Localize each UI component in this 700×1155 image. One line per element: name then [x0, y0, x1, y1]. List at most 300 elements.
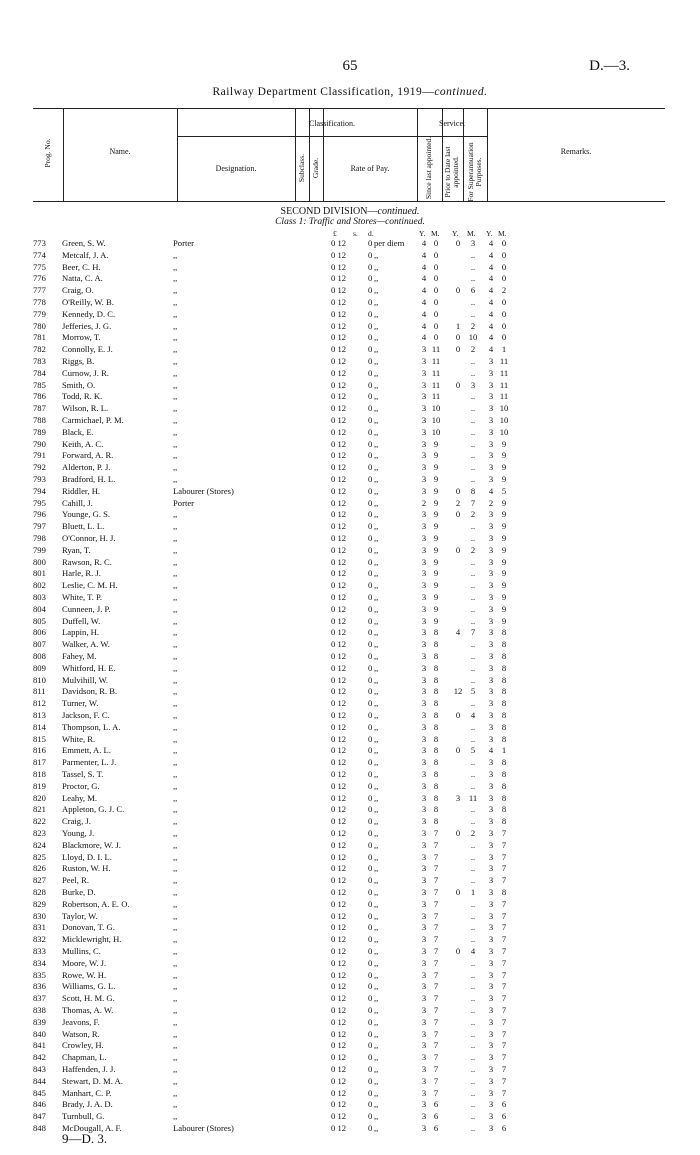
table-row — [0, 794, 700, 804]
table-row — [0, 1089, 700, 1099]
since-years: 3 — [421, 851, 427, 862]
prior-years: 0 — [455, 238, 461, 248]
pay-period: ,, — [374, 261, 379, 272]
pay-pence: 0 — [368, 922, 373, 933]
designation: ,, — [173, 911, 178, 921]
since-months: 9 — [433, 544, 439, 555]
employee-name: Metcalf, J. A. — [62, 250, 109, 260]
prog-number: 809 — [33, 662, 46, 673]
prior-months: .. — [470, 261, 476, 272]
since-years: 3 — [421, 615, 427, 626]
pay-pounds-shillings: 0 12 — [331, 603, 347, 614]
prior-months: .. — [470, 450, 476, 461]
pay-period: ,, — [374, 1028, 379, 1039]
prog-number: 837 — [33, 993, 46, 1004]
pay-pounds-shillings: 0 12 — [331, 509, 347, 520]
super-years: 3 — [488, 603, 494, 614]
super-years: 4 — [488, 261, 494, 272]
pay-pence: 0 — [368, 1052, 373, 1063]
since-years: 3 — [421, 403, 427, 414]
designation: ,, — [173, 581, 178, 591]
since-months: 9 — [433, 568, 439, 579]
division-label: SECOND DIVISION— — [280, 206, 378, 217]
super-years: 3 — [488, 662, 494, 673]
prior-months: .. — [470, 533, 476, 543]
pay-pounds-shillings: 0 12 — [331, 462, 347, 473]
table-row — [0, 876, 700, 886]
designation: ,, — [173, 675, 178, 685]
since-months: 9 — [433, 521, 439, 532]
pay-pence: 0 — [368, 851, 373, 862]
employee-name: Connolly, E. J. — [62, 345, 113, 355]
table-row — [0, 569, 700, 579]
super-years: 3 — [488, 887, 494, 897]
since-years: 3 — [421, 1123, 427, 1133]
since-months: 8 — [433, 674, 439, 685]
prior-years: 0 — [455, 509, 461, 520]
prog-number: 787 — [33, 403, 46, 414]
pay-pounds-shillings: 0 12 — [331, 627, 347, 638]
pay-period: ,, — [374, 627, 379, 638]
since-years: 3 — [421, 757, 427, 768]
since-years: 3 — [421, 639, 427, 650]
employee-name: Riddler, H. — [62, 486, 101, 496]
employee-name: Wilson, R. L. — [62, 404, 109, 414]
since-years: 3 — [421, 780, 427, 791]
prior-months: .. — [470, 1064, 476, 1074]
remarks-heading: Remarks. — [560, 147, 592, 156]
table-row — [0, 581, 700, 591]
prior-months: .. — [470, 1075, 476, 1086]
super-months: 9 — [501, 568, 507, 579]
prior-months: .. — [470, 733, 476, 744]
employee-name: Proctor, G. — [62, 781, 100, 791]
pay-pence: 0 — [368, 733, 373, 744]
table-row — [0, 463, 700, 473]
employee-name: Jeavons, F. — [62, 1017, 100, 1027]
prog-number: 777 — [33, 285, 46, 296]
pay-pence: 0 — [368, 910, 373, 921]
super-months: 1 — [501, 344, 507, 355]
since-years: 3 — [421, 898, 427, 909]
pay-pence: 0 — [368, 686, 373, 697]
since-years: 3 — [421, 1087, 427, 1098]
table-row — [0, 440, 700, 450]
since-months: 9 — [433, 450, 439, 461]
super-months: 8 — [501, 686, 507, 697]
prog-number: 838 — [33, 1005, 46, 1015]
pay-pounds-shillings: 0 12 — [331, 651, 347, 661]
pay-pence: 0 — [368, 249, 373, 260]
super-years: 3 — [488, 379, 494, 390]
designation: ,, — [173, 746, 178, 756]
super-months: 8 — [501, 780, 507, 791]
super-months: 9 — [501, 533, 507, 543]
pay-pence: 0 — [368, 497, 373, 508]
since-last-heading: Since last appointed. — [424, 136, 433, 200]
grade-heading: Grade. — [311, 157, 320, 179]
super-months: 6 — [501, 1123, 507, 1133]
super-months: 9 — [501, 615, 507, 626]
super-months: 11 — [499, 367, 509, 378]
prior-months: .. — [470, 367, 476, 378]
designation: ,, — [173, 805, 178, 815]
pay-pounds-shillings: 0 12 — [331, 887, 347, 897]
employee-name: Lloyd, D. I. L. — [62, 852, 112, 862]
super-years: 3 — [488, 804, 494, 815]
prior-months: .. — [470, 273, 476, 284]
since-months: 8 — [433, 721, 439, 732]
pay-pounds-shillings: 0 12 — [331, 521, 347, 532]
since-months: 7 — [433, 875, 439, 886]
table-row — [0, 239, 700, 249]
since-months: 7 — [433, 1005, 439, 1015]
designation: Porter — [173, 498, 195, 508]
prior-months: .. — [470, 403, 476, 414]
pay-pence: 0 — [368, 946, 373, 956]
prior-months: .. — [470, 521, 476, 532]
since-years: 3 — [421, 922, 427, 933]
employee-name: Blackmore, W. J. — [62, 840, 121, 850]
pay-period: ,, — [374, 769, 379, 779]
prog-number: 839 — [33, 1016, 46, 1027]
since-years: 3 — [421, 379, 427, 390]
pay-pounds-shillings: 0 12 — [331, 721, 347, 732]
prog-number: 784 — [33, 367, 46, 378]
since-years: 3 — [421, 344, 427, 355]
pay-pence: 0 — [368, 1028, 373, 1039]
prior-months: .. — [470, 816, 476, 827]
prog-number: 789 — [33, 426, 46, 437]
pay-period: ,, — [374, 780, 379, 791]
pay-period: ,, — [374, 533, 379, 543]
super-months: 0 — [501, 297, 507, 307]
employee-name: Turner, W. — [62, 699, 99, 709]
prog-no-heading: Prog. No. — [43, 138, 52, 168]
pay-period: ,, — [374, 568, 379, 579]
pay-pence: 0 — [368, 344, 373, 355]
prog-number: 817 — [33, 757, 46, 768]
pay-pounds-shillings: 0 12 — [331, 320, 347, 331]
table-header — [33, 108, 665, 202]
prior-years: 0 — [455, 887, 461, 897]
table-row — [0, 510, 700, 520]
designation: ,, — [173, 687, 178, 697]
super-months: 7 — [501, 828, 507, 838]
super-years: 3 — [488, 1064, 494, 1074]
table-row — [0, 994, 700, 1004]
designation: ,, — [173, 416, 178, 425]
pay-pounds-shillings: 0 12 — [331, 1016, 347, 1027]
super-months: 8 — [501, 662, 507, 673]
prior-years: 0 — [455, 485, 461, 496]
employee-name: Green, S. W. — [62, 239, 106, 248]
employee-name: Morrow, T. — [62, 333, 101, 343]
title-continued: continued. — [434, 86, 488, 98]
prog-number: 781 — [33, 332, 46, 343]
super-years: 3 — [488, 898, 494, 909]
prior-months: .. — [470, 297, 476, 307]
pay-pence: 0 — [368, 580, 373, 591]
super-years: 3 — [488, 1099, 494, 1110]
super-months: 8 — [501, 698, 507, 709]
since-months: 8 — [433, 769, 439, 779]
pay-period: ,, — [374, 544, 379, 555]
employee-name: White, T. P. — [62, 593, 103, 602]
pay-pounds-shillings: 0 12 — [331, 898, 347, 909]
since-months: 9 — [433, 592, 439, 602]
designation: ,, — [173, 770, 178, 779]
since-years: 3 — [421, 721, 427, 732]
pay-pence: 0 — [368, 674, 373, 685]
designation: ,, — [173, 758, 178, 768]
super-months: 9 — [501, 592, 507, 602]
pay-pence: 0 — [368, 1111, 373, 1122]
pay-pounds-shillings: 0 12 — [331, 863, 347, 874]
pay-period: ,, — [374, 603, 379, 614]
table-row — [0, 735, 700, 745]
pay-pence: 0 — [368, 757, 373, 768]
since-years: 4 — [421, 285, 427, 296]
since-months: 7 — [433, 898, 439, 909]
pay-pence: 0 — [368, 816, 373, 827]
prog-number: 807 — [33, 639, 46, 650]
pay-pounds-shillings: 0 12 — [331, 1075, 347, 1086]
pay-pence: 0 — [368, 297, 373, 307]
super-months: 7 — [501, 910, 507, 921]
prog-number: 832 — [33, 934, 46, 945]
pay-pence: 0 — [368, 356, 373, 366]
table-row — [0, 617, 700, 627]
since-years: 3 — [421, 556, 427, 567]
pay-period: ,, — [374, 285, 379, 296]
super-years: 3 — [488, 639, 494, 650]
since-months: 9 — [433, 462, 439, 473]
super-years: 3 — [488, 863, 494, 874]
pay-period: ,, — [374, 804, 379, 815]
pay-pence: 0 — [368, 379, 373, 390]
years-unit: Y. — [452, 229, 459, 238]
prog-number: 775 — [33, 261, 46, 272]
designation: ,, — [173, 1053, 178, 1063]
pay-pounds-shillings: 0 12 — [331, 308, 347, 319]
pay-pounds-shillings: 0 12 — [331, 1123, 347, 1133]
pay-pence: 0 — [368, 568, 373, 579]
since-months: 9 — [433, 580, 439, 591]
super-years: 3 — [488, 521, 494, 532]
super-months: 9 — [501, 580, 507, 591]
since-months: 7 — [433, 863, 439, 874]
prog-number: 785 — [33, 379, 46, 390]
employee-name: Riggs, B. — [62, 357, 95, 366]
prior-months: 2 — [470, 544, 476, 555]
prior-months: 4 — [470, 946, 476, 956]
super-years: 3 — [488, 568, 494, 579]
pay-pounds-shillings: 0 12 — [331, 816, 347, 827]
pay-pence: 0 — [368, 887, 373, 897]
employee-name: Jackson, F. C. — [62, 711, 110, 720]
pay-pence: 0 — [368, 485, 373, 496]
designation: ,, — [173, 734, 178, 744]
pay-period: ,, — [374, 1075, 379, 1086]
pay-pence: 0 — [368, 592, 373, 602]
super-months: 7 — [501, 839, 507, 850]
prog-number: 806 — [33, 627, 46, 638]
since-years: 3 — [421, 509, 427, 520]
since-months: 0 — [433, 273, 439, 284]
table-row — [0, 711, 700, 721]
prog-number: 811 — [33, 686, 46, 697]
months-unit: M. — [498, 229, 507, 238]
prog-number: 805 — [33, 615, 46, 626]
super-years: 3 — [488, 403, 494, 414]
prior-months: .. — [470, 426, 476, 437]
since-months: 10 — [431, 426, 441, 437]
pay-pounds-shillings: 0 12 — [331, 438, 347, 449]
super-years: 3 — [488, 1040, 494, 1051]
prog-number: 814 — [33, 721, 46, 732]
super-months: 7 — [501, 1052, 507, 1063]
prior-months: .. — [470, 1111, 476, 1122]
super-years: 3 — [488, 922, 494, 933]
designation: ,, — [173, 309, 178, 319]
super-months: 0 — [501, 261, 507, 272]
prior-months: 7 — [470, 497, 476, 508]
since-years: 3 — [421, 792, 427, 803]
years-unit: Y. — [486, 229, 493, 238]
prior-months: .. — [470, 474, 476, 484]
super-years: 3 — [488, 1016, 494, 1027]
employee-name: Brady, J. A. D. — [62, 1100, 113, 1110]
since-years: 3 — [421, 391, 427, 402]
pay-period: ,, — [374, 1005, 379, 1015]
super-months: 7 — [501, 898, 507, 909]
pay-pounds-shillings: 0 12 — [331, 1099, 347, 1110]
pay-period: ,, — [374, 438, 379, 449]
since-months: 9 — [433, 533, 439, 543]
super-months: 8 — [501, 816, 507, 827]
prog-number: 798 — [33, 533, 46, 543]
designation: ,, — [173, 722, 178, 732]
super-months: 7 — [501, 969, 507, 980]
pay-period: ,, — [374, 686, 379, 697]
since-years: 3 — [421, 993, 427, 1004]
pay-period: ,, — [374, 757, 379, 768]
prior-years: 0 — [455, 745, 461, 756]
pay-pounds-shillings: 0 12 — [331, 533, 347, 543]
prior-months: .. — [470, 851, 476, 862]
prior-years: 0 — [455, 285, 461, 296]
since-years: 3 — [421, 533, 427, 543]
table-row — [0, 357, 700, 367]
since-years: 3 — [421, 1075, 427, 1086]
prior-months: .. — [470, 249, 476, 260]
prior-months: .. — [470, 993, 476, 1004]
since-years: 3 — [421, 875, 427, 886]
prog-number: 779 — [33, 308, 46, 319]
super-months: 11 — [499, 379, 509, 390]
pay-pounds-shillings: 0 12 — [331, 261, 347, 272]
prior-months: .. — [470, 1052, 476, 1063]
employee-name: Turnbull, G. — [62, 1112, 105, 1122]
table-row — [0, 392, 700, 402]
table-row — [0, 1030, 700, 1040]
prog-number: 827 — [33, 875, 46, 886]
table-row — [0, 947, 700, 957]
super-years: 3 — [488, 615, 494, 626]
since-years: 3 — [421, 426, 427, 437]
prior-months: 6 — [470, 285, 476, 296]
since-years: 3 — [421, 603, 427, 614]
prior-months: 2 — [470, 509, 476, 520]
pay-period: ,, — [374, 450, 379, 461]
table-row — [0, 322, 700, 332]
super-years: 3 — [488, 627, 494, 638]
since-years: 3 — [421, 662, 427, 673]
pay-pounds-shillings: 0 12 — [331, 403, 347, 414]
super-months: 7 — [501, 1016, 507, 1027]
prior-years: 3 — [455, 792, 461, 803]
prog-number: 803 — [33, 592, 46, 602]
employee-name: Thompson, L. A. — [62, 722, 121, 732]
designation: ,, — [173, 640, 178, 650]
pay-pounds-shillings: 0 12 — [331, 710, 347, 720]
pay-pence: 0 — [368, 1040, 373, 1051]
pay-pounds-shillings: 0 12 — [331, 1087, 347, 1098]
since-months: 7 — [433, 1087, 439, 1098]
employee-name: Appleton, G. J. C. — [62, 805, 125, 815]
pay-pounds-shillings: 0 12 — [331, 946, 347, 956]
table-row — [0, 829, 700, 839]
super-months: 7 — [501, 1064, 507, 1074]
prior-months: .. — [470, 674, 476, 685]
since-months: 11 — [431, 367, 441, 378]
prior-heading: Prior to Date last appointed. — [443, 146, 460, 198]
table-row — [0, 1065, 700, 1075]
pay-pence: 0 — [368, 1075, 373, 1086]
prior-years: 0 — [455, 710, 461, 720]
since-months: 7 — [433, 887, 439, 897]
designation: ,, — [173, 793, 178, 803]
prior-months: .. — [470, 1087, 476, 1098]
prog-number: 816 — [33, 745, 46, 756]
since-months: 8 — [433, 698, 439, 709]
super-years: 4 — [488, 238, 494, 248]
employee-name: Bradford, H. L. — [62, 475, 116, 484]
pay-pence: 0 — [368, 639, 373, 650]
employee-name: Leahy, M. — [62, 793, 97, 803]
pay-period: ,, — [374, 674, 379, 685]
designation: ,, — [173, 711, 178, 720]
designation: ,, — [173, 876, 178, 886]
prog-number: 840 — [33, 1028, 46, 1039]
employee-name: Rawson, R. C. — [62, 557, 112, 567]
designation: ,, — [173, 1041, 178, 1051]
pay-pence: 0 — [368, 651, 373, 661]
table-row — [0, 605, 700, 615]
super-years: 3 — [488, 450, 494, 461]
designation: ,, — [173, 274, 178, 284]
super-months: 10 — [499, 403, 509, 414]
prog-number: 793 — [33, 474, 46, 484]
pay-period: ,, — [374, 580, 379, 591]
designation: ,, — [173, 333, 178, 343]
super-years: 3 — [488, 875, 494, 886]
prog-number: 788 — [33, 415, 46, 425]
designation: ,, — [173, 557, 178, 567]
pay-pence: 0 — [368, 1064, 373, 1074]
pay-pounds-shillings: 0 12 — [331, 1040, 347, 1051]
